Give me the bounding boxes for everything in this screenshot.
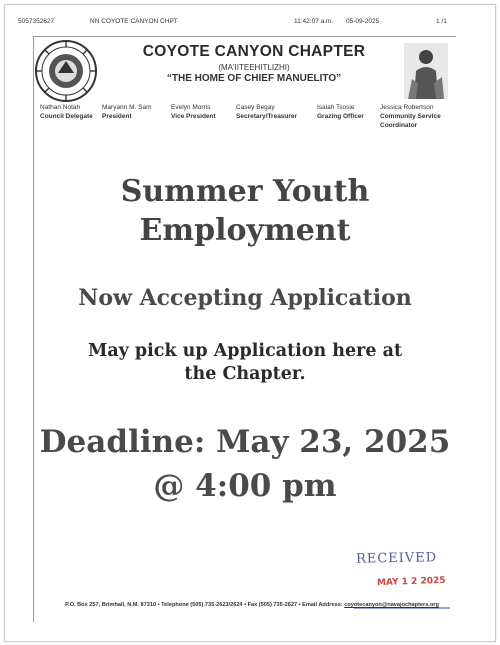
letterhead-footer xyxy=(42,602,462,608)
flyer-deadline xyxy=(34,420,456,508)
received-stamp: RECEIVED xyxy=(355,550,438,567)
official-grazing-officer xyxy=(317,103,364,121)
flyer-heading xyxy=(34,172,456,250)
official-title: President xyxy=(102,113,132,120)
official-title: Community Service Coordinator xyxy=(380,113,441,129)
fax-header xyxy=(18,18,482,28)
chapter-navajo-name: (MA'IITEEHITLIZHI) xyxy=(218,63,290,72)
official-title: Vice President xyxy=(171,113,216,120)
official-vice-president xyxy=(171,103,216,121)
received-stamp-date: MAY 1 2 2025 xyxy=(376,575,446,589)
chapter-motto: “THE HOME OF CHIEF MANUELITO” xyxy=(166,73,342,84)
letter-page xyxy=(33,36,456,622)
fax-number: 5057352627 xyxy=(18,18,55,25)
officials-list xyxy=(40,103,456,139)
official-community-service-coordinator xyxy=(380,103,456,130)
official-president xyxy=(102,103,152,121)
official-name: Evelyn Morris xyxy=(171,104,211,111)
deadline-time: @ 4:00 pm xyxy=(153,468,337,504)
footer-address: P.O. Box 257, Brimhall, N.M. 87310 • Telephone (505) 735-2623/2624 • Fax (505) 735-2627 • Email Address: xyxy=(65,602,345,608)
official-title: Grazing Officer xyxy=(317,113,364,120)
chief-manuelito-portrait-icon xyxy=(404,43,448,99)
fax-date: 05-09-2025 xyxy=(346,18,380,25)
flyer-subheading: Now Accepting Application xyxy=(78,285,412,311)
official-name: Jessica Robertson xyxy=(380,104,434,111)
official-council-delegate xyxy=(40,103,93,121)
flyer-pickup-note: May pick up Application here at the Chapter. xyxy=(87,341,403,384)
official-title: Secretary/Treasurer xyxy=(236,113,298,120)
official-secretary-treasurer xyxy=(236,103,297,121)
flyer-heading-line1: Summer Youth xyxy=(120,174,370,209)
fax-time: 11:42:07 a.m. xyxy=(294,18,334,25)
official-name: Nathan Notah xyxy=(40,104,81,111)
footer-email-link[interactable]: coyotecanyon@navajochapters.org xyxy=(344,602,439,608)
official-name: Maryann M. Sam xyxy=(102,104,152,111)
chapter-name: COYOTE CANYON CHAPTER xyxy=(142,43,366,60)
deadline-date: Deadline: May 23, 2025 xyxy=(39,424,451,460)
official-name: Isaiah Tsosie xyxy=(317,104,355,111)
fax-sender: NN COYOTE CANYON CHPT xyxy=(90,18,178,25)
flyer-heading-line2: Employment xyxy=(139,213,351,248)
chapter-seal-icon xyxy=(34,39,98,103)
official-name: Casey Begay xyxy=(236,104,275,111)
official-title: Council Delegate xyxy=(40,113,93,120)
fax-page: 1 /1 xyxy=(436,18,447,25)
